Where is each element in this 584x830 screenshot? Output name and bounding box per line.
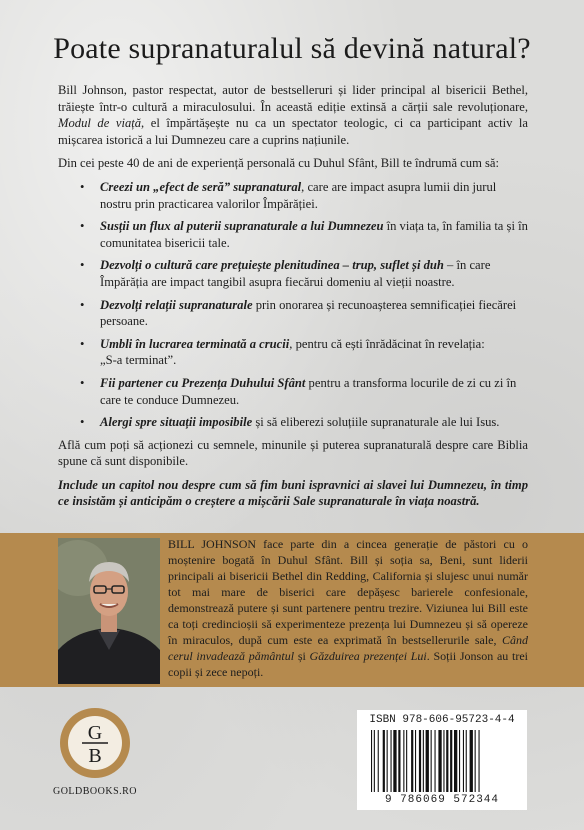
lead-paragraph: Din cei peste 40 de ani de experiență personală cu Duhul Sfânt, Bill te îndrumă cum să: bbox=[58, 156, 499, 171]
bullet-text: și să eliberezi soluțiile supranaturale ale lui Isus. bbox=[252, 415, 500, 430]
bullet-emphasis: Dezvolți o cultură care prețuiește plenitudinea – trup, suflet și duh bbox=[100, 258, 444, 273]
bio-text-2: . Soții Jonson au trei copii și zece nepoți. bbox=[168, 649, 528, 679]
bullet-emphasis: Dezvolți relații supranaturale bbox=[100, 297, 253, 312]
logo-letter-g: G bbox=[87, 722, 103, 744]
barcode-icon bbox=[357, 728, 527, 794]
isbn-barcode bbox=[357, 710, 527, 810]
bullet-icon: • bbox=[80, 219, 85, 234]
bullet-icon: • bbox=[80, 375, 85, 390]
list-item bbox=[58, 179, 528, 212]
bullet-emphasis: Fii partener cu Prezența Duhului Sfânt bbox=[100, 375, 306, 390]
blurb bbox=[58, 82, 528, 517]
publisher-website: GOLDBOOKS.RO bbox=[52, 786, 138, 797]
closing-paragraph: Include un capitol nou despre cum să fim buni ispravnici ai slavei lui Dumnezeu, în timp ce insistăm și anticipăm o creștere a mișcării Sale supranaturale în viața noastră. bbox=[58, 477, 528, 509]
list-item bbox=[58, 297, 528, 330]
intro-paragraph bbox=[58, 82, 528, 148]
bullet-icon: • bbox=[80, 179, 85, 194]
bullet-emphasis: Susții un flux al puterii supranaturale a lui Dumnezeu bbox=[100, 219, 384, 234]
list-item bbox=[58, 257, 528, 290]
list-item bbox=[58, 336, 528, 369]
bullet-text: , care are impact asupra lumii din jurul nostru prin practicarea valorilor Împărăției. bbox=[100, 179, 497, 211]
bio-book-2: Găzduirea prezenței Lui bbox=[309, 649, 427, 663]
bullet-text: prin onorarea și recunoașterea semnificației fiecărei persoane. bbox=[100, 297, 517, 329]
intro-book-title: Modul de viață bbox=[58, 116, 142, 131]
barcode-digits: 9 786069 572344 bbox=[384, 794, 500, 806]
bullet-emphasis: Creezi un „efect de seră” supranatural bbox=[100, 179, 302, 194]
list-item bbox=[58, 218, 528, 251]
bullet-icon: • bbox=[80, 258, 85, 273]
publisher-logo bbox=[58, 706, 132, 780]
intro-text-2: , el împărtășește nu ca un spectator teologic, ci ca participant activ la mișcarea istorică a lui Dumnezeu care a cuprins națiunile. bbox=[58, 116, 528, 147]
bullet-emphasis: Umbli în lucrarea terminată a crucii bbox=[100, 336, 290, 351]
bullet-text: pentru a transforma locurile de zi cu zi în care te conduce Dumnezeu. bbox=[100, 375, 517, 407]
bio-text-1: BILL JOHNSON face parte din a cincea generație de păstori cu o moștenire bogată în Duhul Sfânt. Bill și soția sa, Beni, sunt liderii principali ai bisericii Bethel din Redding, California și slujesc unui număr tot mai mare de biserici care depășesc barierele confesionale, demonstrează putere și sunt partenere pentru trezire. Viziunea lui Bill este ca toți credincioșii să experimenteze prezența lui Dumnezeu și să opereze în miraculos, după cum este ea exprimată în bestsellerurile sale, bbox=[168, 537, 528, 647]
bio-book-1: Când cerul invadează pământul bbox=[168, 633, 528, 663]
bullet-icon: • bbox=[80, 297, 85, 312]
back-cover-title: Poate supranaturalul să devină natural? bbox=[53, 32, 531, 65]
intro-text-1: Bill Johnson, pastor respectat, autor de bestselleruri și lider principal al bisericii Bethel, trăiește într-o cultură a miraculosului. În această ediție extinsă a cărții sale revoluționare, bbox=[58, 83, 528, 114]
bullet-icon: • bbox=[80, 336, 85, 351]
benefit-list bbox=[58, 179, 528, 431]
isbn-label: ISBN 978-606-95723-4-4 bbox=[369, 714, 515, 726]
bullet-icon: • bbox=[80, 415, 85, 430]
bullet-text: , pentru că ești înrădăcinat în revelația: bbox=[289, 336, 485, 351]
author-portrait-icon bbox=[58, 538, 160, 684]
author-bio bbox=[168, 536, 528, 680]
outro-paragraph: Află cum poți să acționezi cu semnele, minunile și puterea supranaturală despre care Biblia spune că sunt disponibile. bbox=[58, 437, 528, 469]
list-item bbox=[58, 375, 528, 408]
bullet-text: – în care Împărăția are impact tangibil asupra fiecărui domeniu al vieții noastre. bbox=[100, 258, 491, 289]
author-photo bbox=[58, 538, 160, 684]
bullet-emphasis: Alergi spre situații imposibile bbox=[100, 415, 253, 430]
list-item bbox=[58, 414, 528, 431]
bio-text-and: și bbox=[294, 649, 310, 663]
bullet-text: în viața ta, în familia ta și în comunitatea bisericii tale. bbox=[100, 219, 528, 250]
bullet-continuation: „S-a terminat”. bbox=[100, 353, 177, 368]
logo-letter-b: B bbox=[88, 745, 102, 767]
goldbooks-logo-icon bbox=[58, 706, 132, 780]
